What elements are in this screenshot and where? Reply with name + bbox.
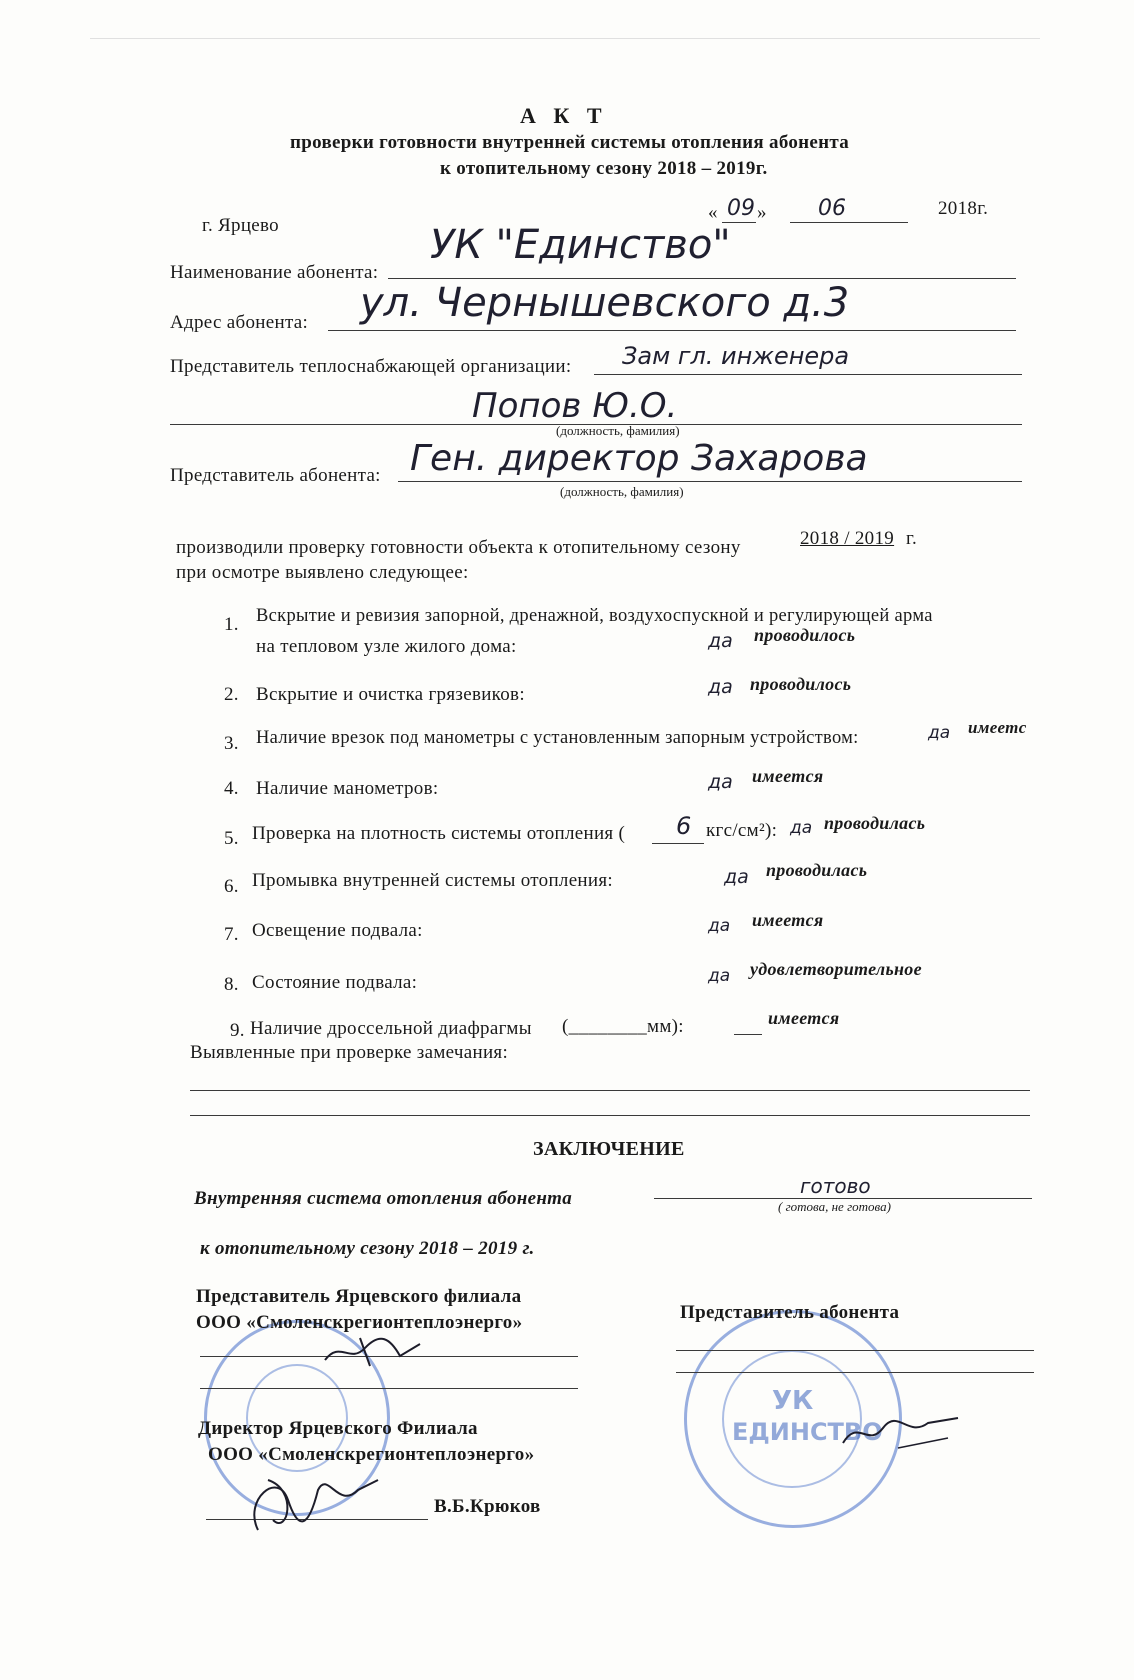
subscriber-rep-line <box>398 481 1022 482</box>
item-6-mark: да <box>724 866 749 888</box>
item-8-num: 8. <box>224 974 239 995</box>
item-9-status: имеется <box>768 1008 840 1028</box>
supplier-rep-hint: (должность, фамилия) <box>556 423 680 438</box>
intro-season: 2018 / 2019 <box>800 528 895 549</box>
page-title: А К Т <box>520 103 608 128</box>
conclusion-line-2: к отопительному сезону 2018 – 2019 г. <box>200 1238 535 1259</box>
item-3-status: имеетс <box>968 718 1027 737</box>
director-title-1: Директор Ярцевского Филиала <box>198 1418 478 1439</box>
director-signature <box>238 1460 388 1540</box>
conclusion-line-1: Внутренняя система отопления абонента <box>194 1188 573 1209</box>
supplier-rep-line-1 <box>594 374 1022 375</box>
conclusion-heading: ЗАКЛЮЧЕНИЕ <box>533 1138 685 1160</box>
page-subtitle-2: к отопительному сезону 2018 – 2019г. <box>440 158 768 179</box>
left-signature <box>320 1330 430 1370</box>
item-2-status: проводилось <box>750 674 852 694</box>
item-7-num: 7. <box>224 924 239 945</box>
conclusion-value: готово <box>800 1174 871 1198</box>
date-day: 09 <box>727 196 755 221</box>
remarks-label: Выявленные при проверке замечания: <box>190 1042 509 1063</box>
date-year: 2018г. <box>938 198 989 219</box>
subscriber-rep-hint: (должность, фамилия) <box>560 484 684 499</box>
supplier-rep-label: Представитель теплоснабжающей организации: <box>170 356 572 377</box>
item-5-pressure: 6 <box>676 812 692 840</box>
item-2-num: 2. <box>224 684 239 705</box>
item-4-status: имеется <box>752 766 824 786</box>
supplier-rep-value-2: Попов Ю.О. <box>472 386 678 426</box>
item-5-mark: да <box>790 818 813 838</box>
item-6-status: проводилась <box>766 860 868 880</box>
right-signatory-title: Представитель абонента <box>680 1302 900 1323</box>
item-3-num: 3. <box>224 733 239 754</box>
item-8-mark: да <box>708 966 731 986</box>
scan-edge <box>90 38 1040 39</box>
item-1-status: проводилось <box>754 625 856 645</box>
item-9-num: 9. <box>230 1020 245 1041</box>
subscriber-address-label: Адрес абонента: <box>170 312 309 333</box>
subscriber-address-line <box>328 330 1016 331</box>
date-quote-close: » <box>757 202 767 223</box>
subscriber-address-value: ул. Чернышевского д.3 <box>360 280 850 326</box>
right-signature <box>838 1408 968 1458</box>
right-signature-line-2 <box>676 1372 1034 1373</box>
item-1-text2: на тепловом узле жилого дома: <box>256 636 517 657</box>
item-6-text: Промывка внутренней системы отопления: <box>252 870 613 891</box>
subscriber-name-line <box>388 278 1016 279</box>
subscriber-rep-label: Представитель абонента: <box>170 465 381 486</box>
city: г. Ярцево <box>202 215 279 236</box>
item-1-mark: да <box>708 630 733 652</box>
item-2-mark: да <box>708 676 733 698</box>
item-7-text: Освещение подвала: <box>252 920 423 941</box>
left-signatory-title-2: ООО «Смоленскрегионтеплоэнерго» <box>196 1312 523 1333</box>
item-8-text: Состояние подвала: <box>252 972 418 993</box>
left-signatory-title-1: Представитель Ярцевского филиала <box>196 1286 522 1307</box>
date-quote-open: « <box>708 202 718 223</box>
item-5-unit: кгс/см²): <box>706 820 778 841</box>
item-1-text: Вскрытие и ревизия запорной, дренажной, воздухоспускной и регулирующей арма <box>256 606 933 626</box>
item-4-mark: да <box>708 771 733 793</box>
remarks-line-1 <box>190 1090 1030 1091</box>
item-4-num: 4. <box>224 778 239 799</box>
item-7-status: имеется <box>752 910 824 930</box>
item-2-text: Вскрытие и очистка грязевиков: <box>256 684 525 705</box>
page-subtitle-1: проверки готовности внутренней системы отопления абонента <box>290 132 850 153</box>
director-name: В.Б.Крюков <box>434 1496 541 1517</box>
date-month-line <box>790 222 908 223</box>
item-4-text: Наличие манометров: <box>256 778 439 799</box>
right-stamp-center-1: УК <box>772 1386 814 1416</box>
right-stamp-center-2: ЕДИНСТВО <box>732 1418 883 1446</box>
item-3-text: Наличие врезок под манометры с установленным запорным устройством: <box>256 728 859 748</box>
right-signature-line-1 <box>676 1350 1034 1351</box>
intro-line-2: при осмотре выявлено следующее: <box>176 562 469 583</box>
left-signature-line-2 <box>200 1388 578 1389</box>
subscriber-name-label: Наименование абонента: <box>170 262 379 283</box>
item-1-num: 1. <box>224 614 239 635</box>
item-6-num: 6. <box>224 876 239 897</box>
item-5-num: 5. <box>224 828 239 849</box>
director-title-2: ООО «Смоленскрегионтеплоэнерго» <box>208 1444 535 1465</box>
supplier-rep-value-1: Зам гл. инженера <box>622 342 850 370</box>
subscriber-rep-value: Ген. директор Захарова <box>410 438 868 479</box>
item-9-text: Наличие дроссельной диафрагмы <box>250 1018 532 1039</box>
item-7-mark: да <box>708 916 731 936</box>
intro-line-1-prefix: производили проверку готовности объекта к отопительному сезону <box>176 537 741 558</box>
item-5-pressure-line <box>652 843 704 844</box>
conclusion-hint: ( готова, не готова) <box>778 1199 891 1214</box>
intro-line-1-suffix: г. <box>906 528 917 549</box>
item-3-mark: да <box>928 723 951 743</box>
remarks-line-2 <box>190 1115 1030 1116</box>
item-5-text: Проверка на плотность системы отопления ( <box>252 823 626 844</box>
item-8-status: удовлетворительное <box>750 959 922 979</box>
subscriber-name-value: УК "Единство" <box>430 222 731 268</box>
item-9-line <box>734 1034 762 1035</box>
item-9-unit: (________мм): <box>562 1016 684 1037</box>
item-5-status: проводилась <box>824 813 926 833</box>
date-month: 06 <box>818 196 846 221</box>
